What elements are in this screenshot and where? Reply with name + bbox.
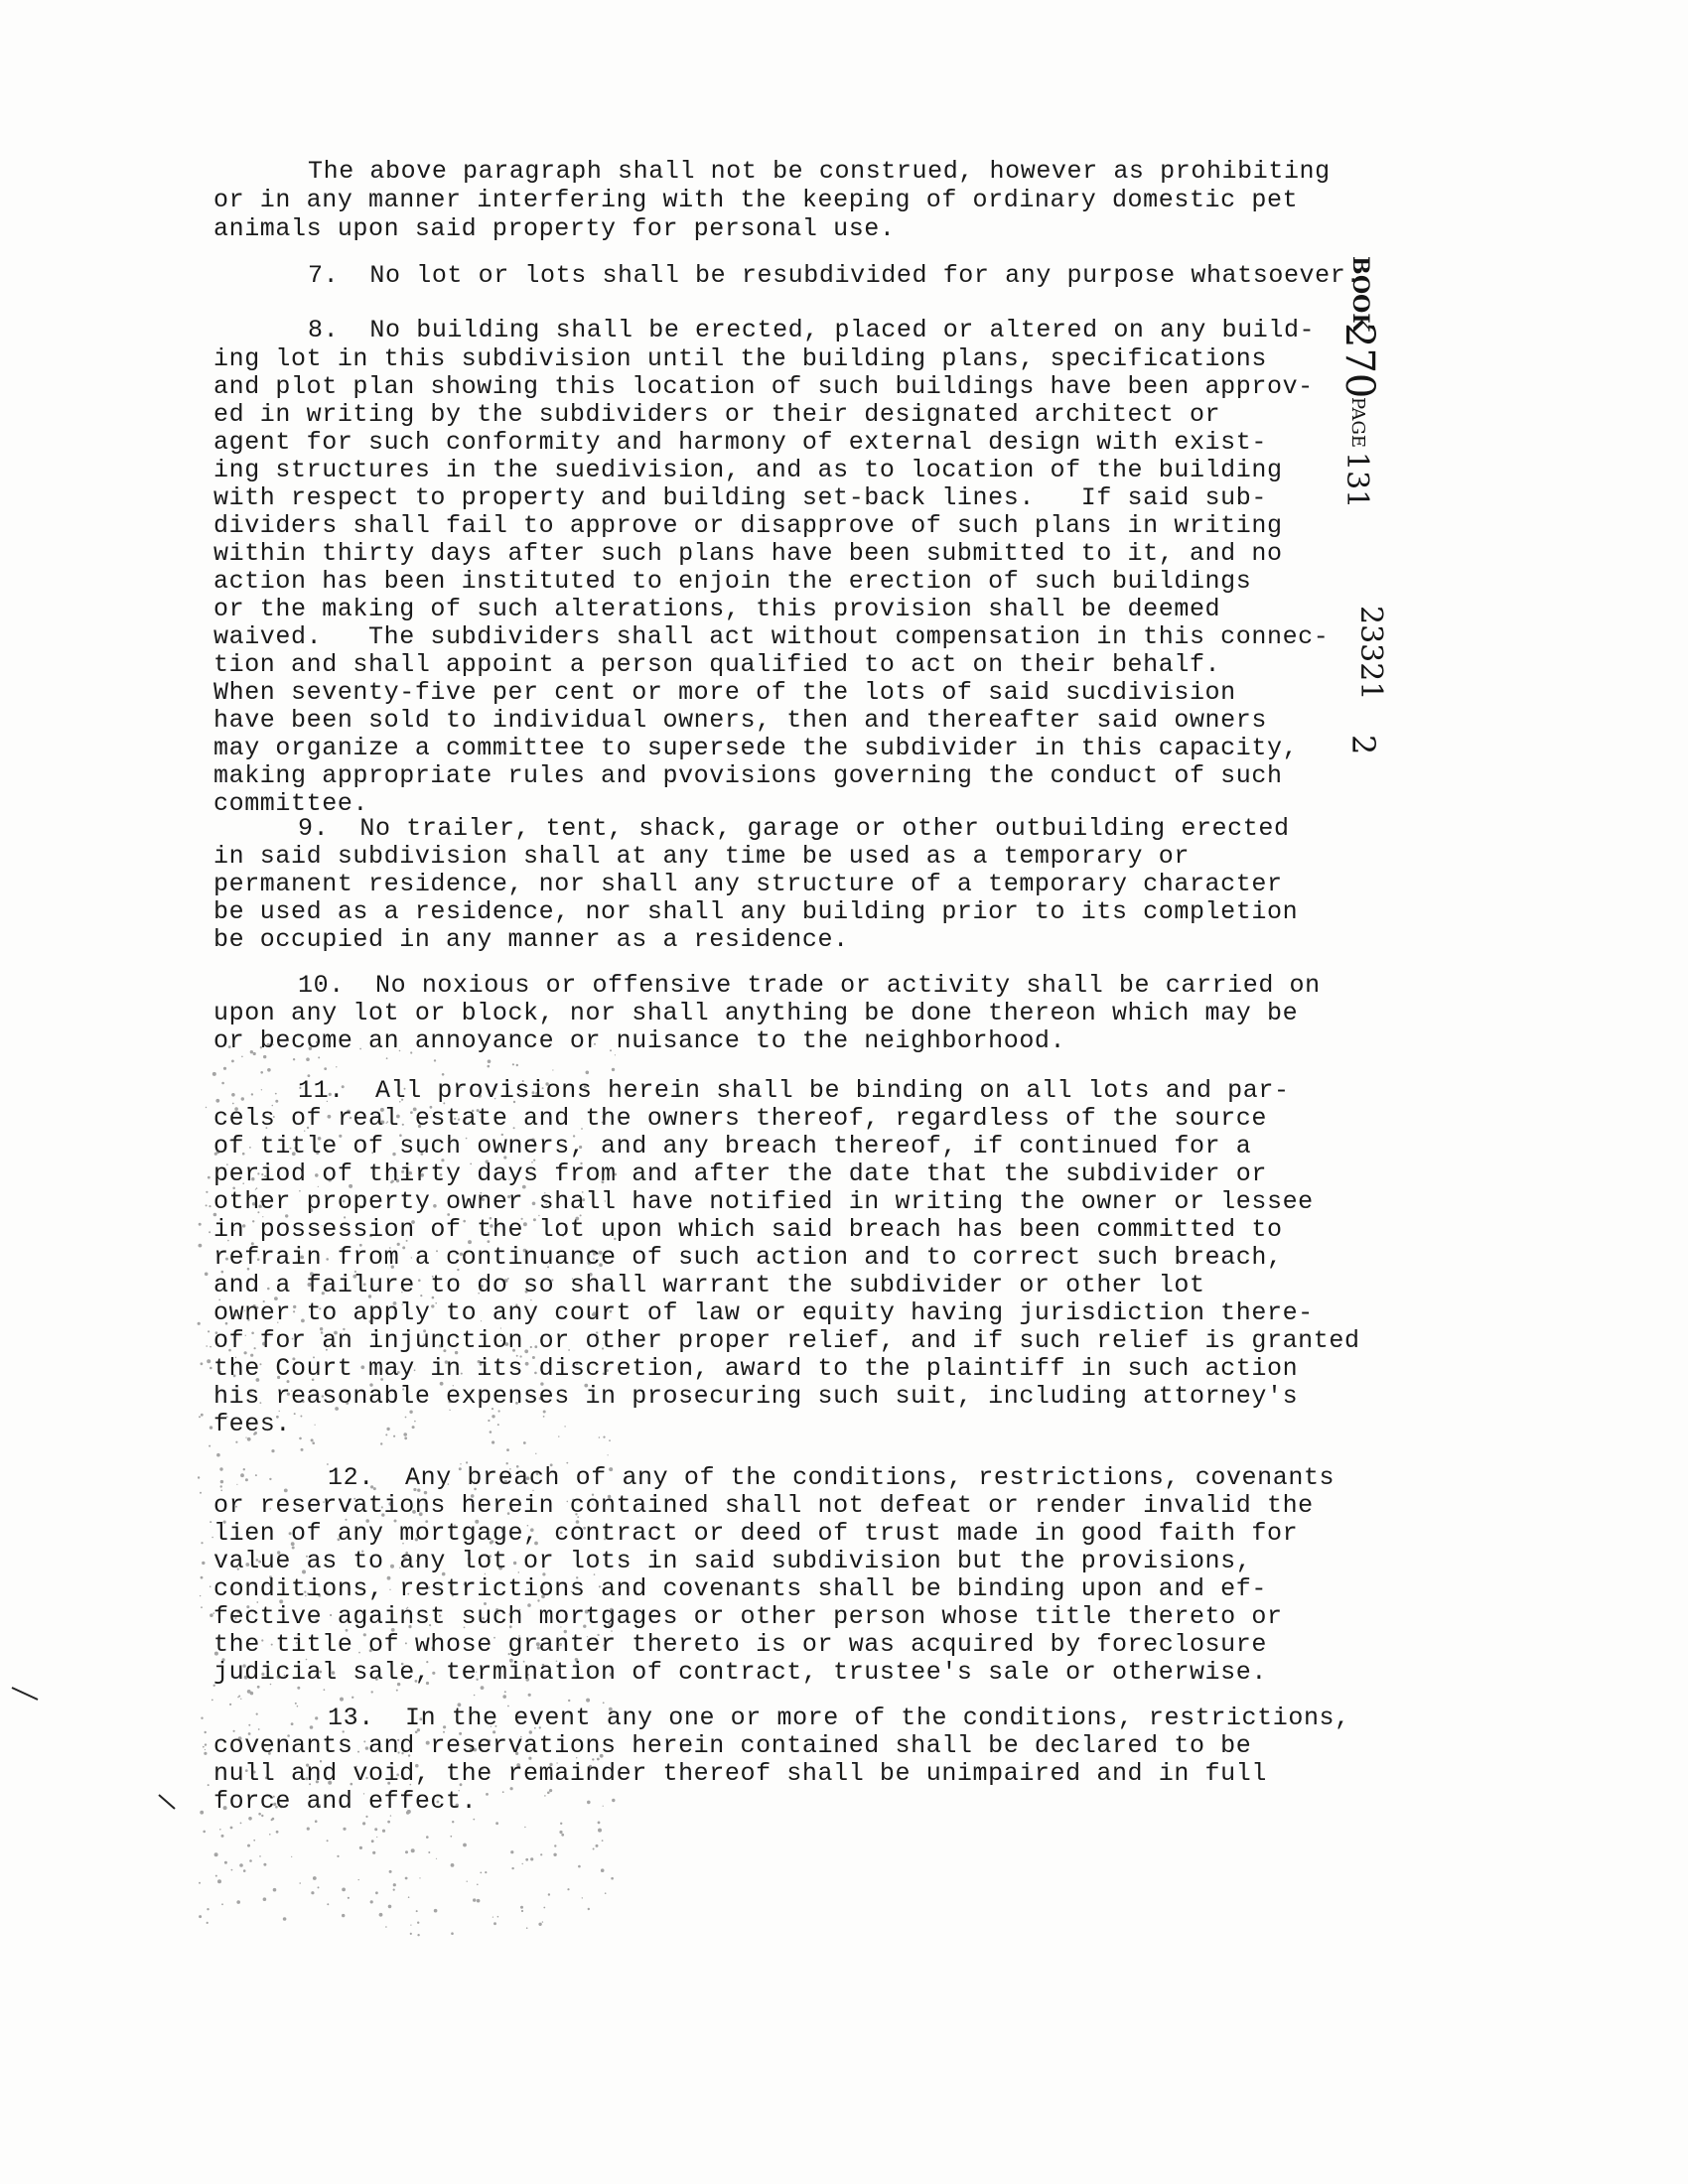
text-line: may organize a committee to supersede the subdivider in this capacity,: [213, 734, 1299, 762]
margin-mark: [12, 1688, 38, 1700]
margin-mark: [159, 1795, 175, 1809]
text-line: cels of real estate and the owners thereof, regardless of the source: [213, 1104, 1267, 1133]
text-line: have been sold to individual owners, then and thereafter said owners: [213, 706, 1267, 735]
text-line: or become an annoyance or nuisance to the neighborhood.: [213, 1026, 1066, 1055]
text-line: covenants and reservations herein contained shall be declared to be: [213, 1731, 1252, 1760]
text-line: When seventy-five per cent or more of the lots of said sucdivision: [213, 678, 1236, 707]
document-number: 23321: [1353, 606, 1388, 701]
text-line: or the making of such alterations, this provision shall be deemed: [213, 595, 1221, 623]
text-line: committee.: [213, 789, 369, 818]
text-line: null and void, the remainder thereof shall be unimpaired and in full: [213, 1759, 1267, 1788]
text-line: be used as a residence, nor shall any building prior to its completion: [213, 897, 1299, 926]
sheet-number: 2: [1344, 735, 1382, 755]
text-line: of title of such owners, and any breach thereof, if continued for a: [213, 1132, 1252, 1160]
text-line: be occupied in any manner as a residence.: [213, 925, 849, 954]
book-number: 270: [1336, 323, 1382, 399]
text-line: other property owner shall have notified in writing the owner or lessee: [213, 1187, 1314, 1216]
text-line: fective against such mortgages or other person whose title thereto or: [213, 1602, 1283, 1631]
text-line: in possession of the lot upon which said breach has been committed to: [213, 1215, 1283, 1244]
text-line: waived. The subdividers shall act without compensation in this connec-: [213, 622, 1330, 651]
text-line: force and effect.: [213, 1787, 478, 1816]
text-line: owner to apply to any court of law or equity having jurisdiction there-: [213, 1298, 1314, 1327]
text-line: making appropriate rules and pvovisions governing the conduct of such: [213, 761, 1283, 790]
text-line: 11. All provisions herein shall be binding on all lots and par-: [298, 1076, 1290, 1105]
text-line: and plot plan showing this location of such buildings have been approv-: [213, 372, 1314, 401]
text-line: ing lot in this subdivision until the building plans, specifications: [213, 344, 1267, 373]
text-line: within thirty days after such plans have been submitted to it, and no: [213, 539, 1283, 568]
text-line: 12. Any breach of any of the conditions, restrictions, covenants: [328, 1463, 1336, 1492]
text-line: 7. No lot or lots shall be resubdivided for any purpose whatsoever.: [308, 261, 1361, 290]
text-line: 8. No building shall be erected, placed or altered on any build-: [308, 316, 1316, 344]
text-line: upon any lot or block, nor shall anything be done thereon which may be: [213, 999, 1299, 1027]
text-line: with respect to property and building set-back lines. If said sub-: [213, 483, 1267, 512]
text-line: permanent residence, nor shall any structure of a temporary character: [213, 870, 1283, 898]
text-line: his reasonable expenses in prosecuring such suit, including attorney's: [213, 1382, 1299, 1411]
text-line: ed in writing by the subdividers or their designated architect or: [213, 400, 1221, 429]
text-line: refrain from a continuance of such action and to correct such breach,: [213, 1243, 1283, 1272]
text-line: dividers shall fail to approve or disapprove of such plans in writing: [213, 511, 1283, 540]
text-line: period of thirty days from and after the date that the subdivider or: [213, 1160, 1267, 1188]
text-line: the title of whose granter thereto is or was acquired by foreclosure: [213, 1630, 1267, 1659]
text-line: or in any manner interfering with the keeping of ordinary domestic pet: [213, 186, 1299, 214]
text-line: ing structures in the suedivision, and as to location of the building: [213, 456, 1283, 484]
text-line: agent for such conformity and harmony of external design with exist-: [213, 428, 1267, 457]
book-label: BOOK: [1347, 256, 1373, 333]
text-line: fees.: [213, 1410, 292, 1438]
page-label: PAGE: [1347, 397, 1368, 448]
text-line: and a failure to do so shall warrant the subdivider or other lot: [213, 1271, 1205, 1299]
text-line: judicial sale, termination of contract, trustee's sale or otherwise.: [213, 1658, 1267, 1687]
text-line: the Court may in its discretion, award to the plaintiff in such action: [213, 1354, 1299, 1383]
text-line: action has been instituted to enjoin the erection of such buildings: [213, 567, 1252, 596]
text-line: conditions, restrictions and covenants shall be binding upon and ef-: [213, 1574, 1267, 1603]
text-line: 10. No noxious or offensive trade or activity shall be carried on: [298, 971, 1321, 1000]
text-line: of for an injunction or other proper relief, and if such relief is granted: [213, 1326, 1360, 1355]
text-line: 13. In the event any one or more of the conditions, restrictions,: [328, 1704, 1350, 1732]
text-line: tion and shall appoint a person qualified to act on their behalf.: [213, 650, 1221, 679]
text-line: lien of any mortgage, contract or deed of trust made in good faith for: [213, 1519, 1299, 1548]
text-line: animals upon said property for personal use.: [213, 214, 896, 243]
page-number: 131: [1339, 452, 1374, 509]
text-line: The above paragraph shall not be construed, however as prohibiting: [308, 157, 1331, 186]
text-line: 9. No trailer, tent, shack, garage or other outbuilding erected: [298, 814, 1290, 843]
text-line: or reservations herein contained shall not defeat or render invalid the: [213, 1491, 1314, 1520]
text-line: in said subdivision shall at any time be used as a temporary or: [213, 842, 1190, 871]
text-line: value as to any lot or lots in said subdivision but the provisions,: [213, 1547, 1252, 1575]
